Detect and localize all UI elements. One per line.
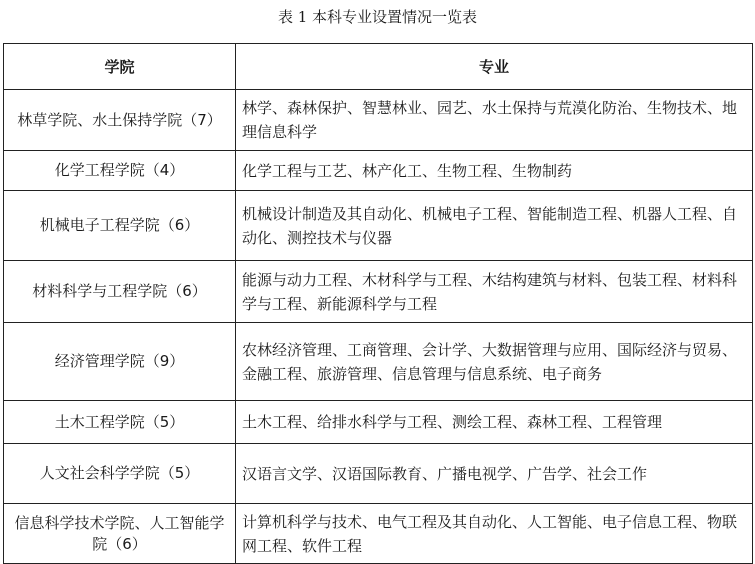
table-header-row	[4, 44, 753, 90]
majors-cell: 化学工程与工艺、林产化工、生物工程、生物制药	[236, 151, 753, 191]
college-cell: 人文社会科学学院（5）	[4, 444, 236, 504]
college-cell: 经济管理学院（9）	[4, 323, 236, 401]
majors-cell: 汉语言文学、汉语国际教育、广播电视学、广告学、社会工作	[236, 444, 753, 504]
header-majors: 专业	[236, 44, 753, 90]
header-college: 学院	[4, 44, 236, 90]
college-cell: 林草学院、水土保持学院（7）	[4, 90, 236, 151]
majors-cell: 计算机科学与技术、电气工程及其自动化、人工智能、电子信息工程、物联网工程、软件工程	[236, 504, 753, 564]
majors-cell: 能源与动力工程、木材科学与工程、木结构建筑与材料、包装工程、材料科学与工程、新能源科学与工程	[236, 261, 753, 323]
college-cell: 化学工程学院（4）	[4, 151, 236, 191]
majors-cell: 土木工程、给排水科学与工程、测绘工程、森林工程、工程管理	[236, 401, 753, 444]
majors-table	[3, 43, 753, 564]
college-cell: 信息科学技术学院、人工智能学院（6）	[4, 504, 236, 564]
majors-cell: 农林经济管理、工商管理、会计学、大数据管理与应用、国际经济与贸易、金融工程、旅游管理、信息管理与信息系统、电子商务	[236, 323, 753, 401]
majors-cell: 林学、森林保护、智慧林业、园艺、水土保持与荒漠化防治、生物技术、地理信息科学	[236, 90, 753, 151]
majors-cell: 机械设计制造及其自动化、机械电子工程、智能制造工程、机器人工程、自动化、测控技术与仪器	[236, 191, 753, 261]
table-row	[4, 90, 753, 151]
table-caption: 表 1 本科专业设置情况一览表	[277, 8, 478, 26]
table-row	[4, 151, 753, 191]
table-row	[4, 191, 753, 261]
table-row	[4, 401, 753, 444]
college-cell: 机械电子工程学院（6）	[4, 191, 236, 261]
college-cell: 土木工程学院（5）	[4, 401, 236, 444]
table-row	[4, 444, 753, 504]
college-cell: 材料科学与工程学院（6）	[4, 261, 236, 323]
table-row	[4, 261, 753, 323]
table-row	[4, 323, 753, 401]
